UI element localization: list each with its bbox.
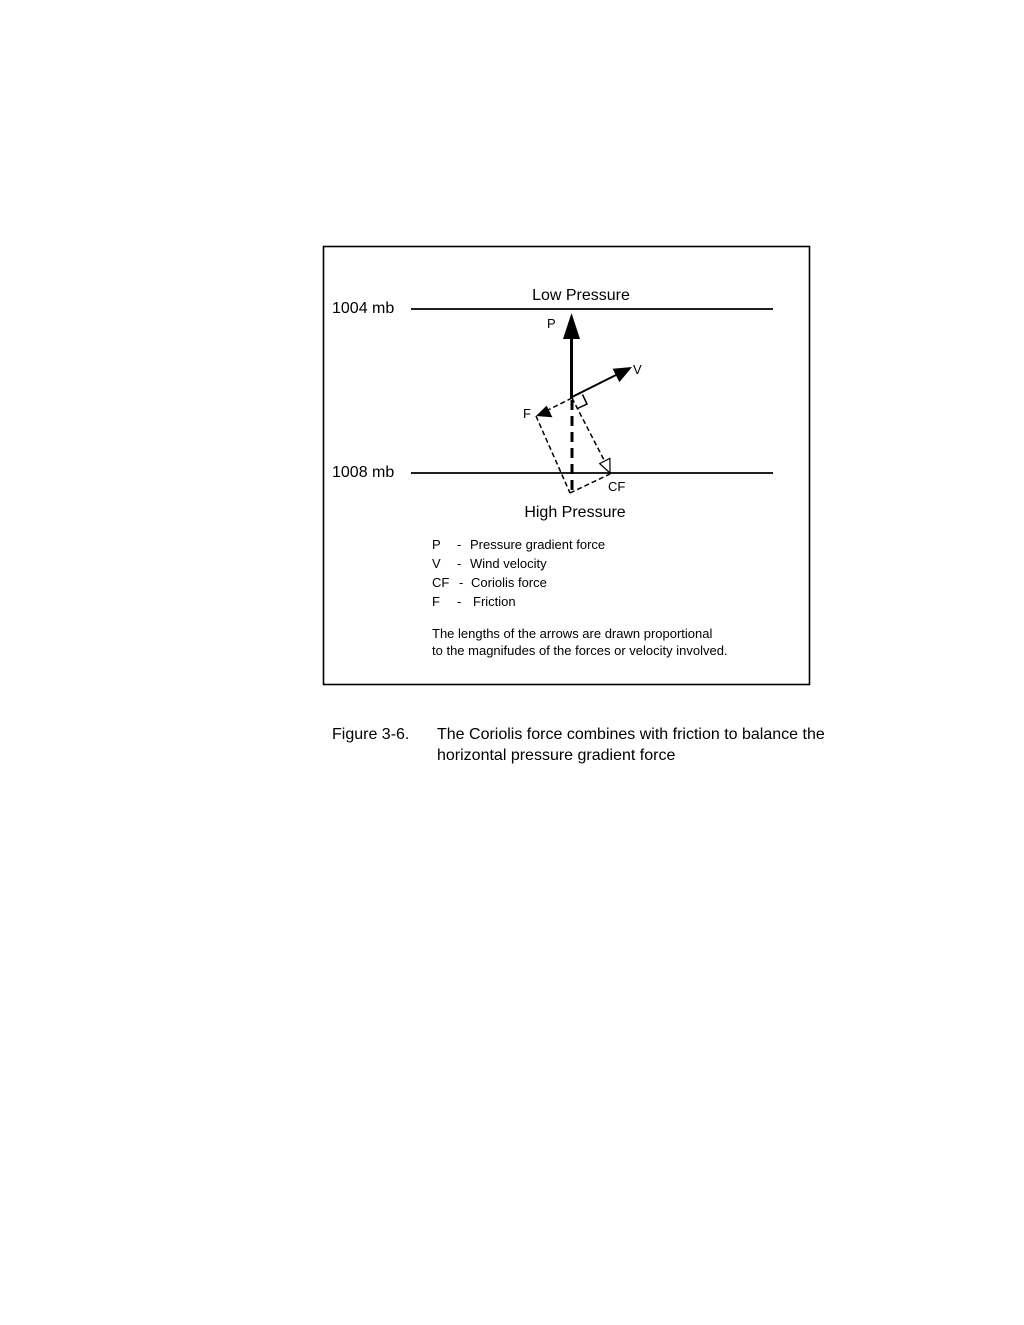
- figure-caption-text: The Coriolis force combines with friction to balance the horizontal pressure gradient force: [437, 726, 825, 764]
- legend: [432, 537, 605, 609]
- legend-description: Pressure gradient force: [470, 537, 606, 552]
- friction-arrow-shaft: [548, 398, 572, 410]
- legend-description: Coriolis force: [471, 575, 547, 590]
- legend-description: Wind velocity: [470, 556, 547, 571]
- note-line-2: to the magnifudes of the forces or velocity involved.: [432, 643, 728, 658]
- coriolis-arrow-shaft: [572, 398, 604, 460]
- pressure-gradient-arrowhead: [563, 313, 580, 339]
- parallelogram-bottom-edge: [570, 474, 610, 493]
- low-pressure-label: Low Pressure: [532, 287, 630, 304]
- right-angle-marker: [578, 395, 588, 409]
- legend-item-cf: [432, 575, 547, 590]
- v-arrow-label: V: [633, 362, 642, 377]
- legend-symbol: CF: [432, 575, 450, 590]
- legend-separator: -: [457, 537, 462, 552]
- legend-item-f: [432, 594, 516, 609]
- isobar-top-label: 1004 mb: [332, 300, 395, 317]
- wind-velocity-arrow-shaft: [572, 375, 616, 397]
- isobar-bottom-label: 1008 mb: [332, 464, 395, 481]
- note-line-1: The lengths of the arrows are drawn proportional: [432, 626, 713, 641]
- legend-symbol: F: [432, 594, 440, 609]
- legend-separator: -: [457, 556, 462, 571]
- high-pressure-label: High Pressure: [524, 504, 626, 521]
- figure-frame: [324, 247, 810, 685]
- legend-item-p: [432, 537, 605, 552]
- coriolis-arrowhead: [600, 458, 610, 473]
- legend-symbol: P: [432, 537, 441, 552]
- legend-symbol: V: [432, 556, 441, 571]
- legend-separator: -: [457, 594, 462, 609]
- legend-description: Friction: [473, 594, 516, 609]
- cf-arrow-label: CF: [608, 479, 626, 494]
- figure-caption-label: Figure 3-6.: [332, 726, 410, 743]
- p-arrow-label: P: [547, 316, 556, 331]
- parallelogram-left-edge: [536, 416, 570, 493]
- legend-item-v: [432, 556, 547, 571]
- friction-arrowhead: [536, 406, 552, 418]
- legend-separator: -: [459, 575, 464, 590]
- f-arrow-label: F: [523, 406, 531, 421]
